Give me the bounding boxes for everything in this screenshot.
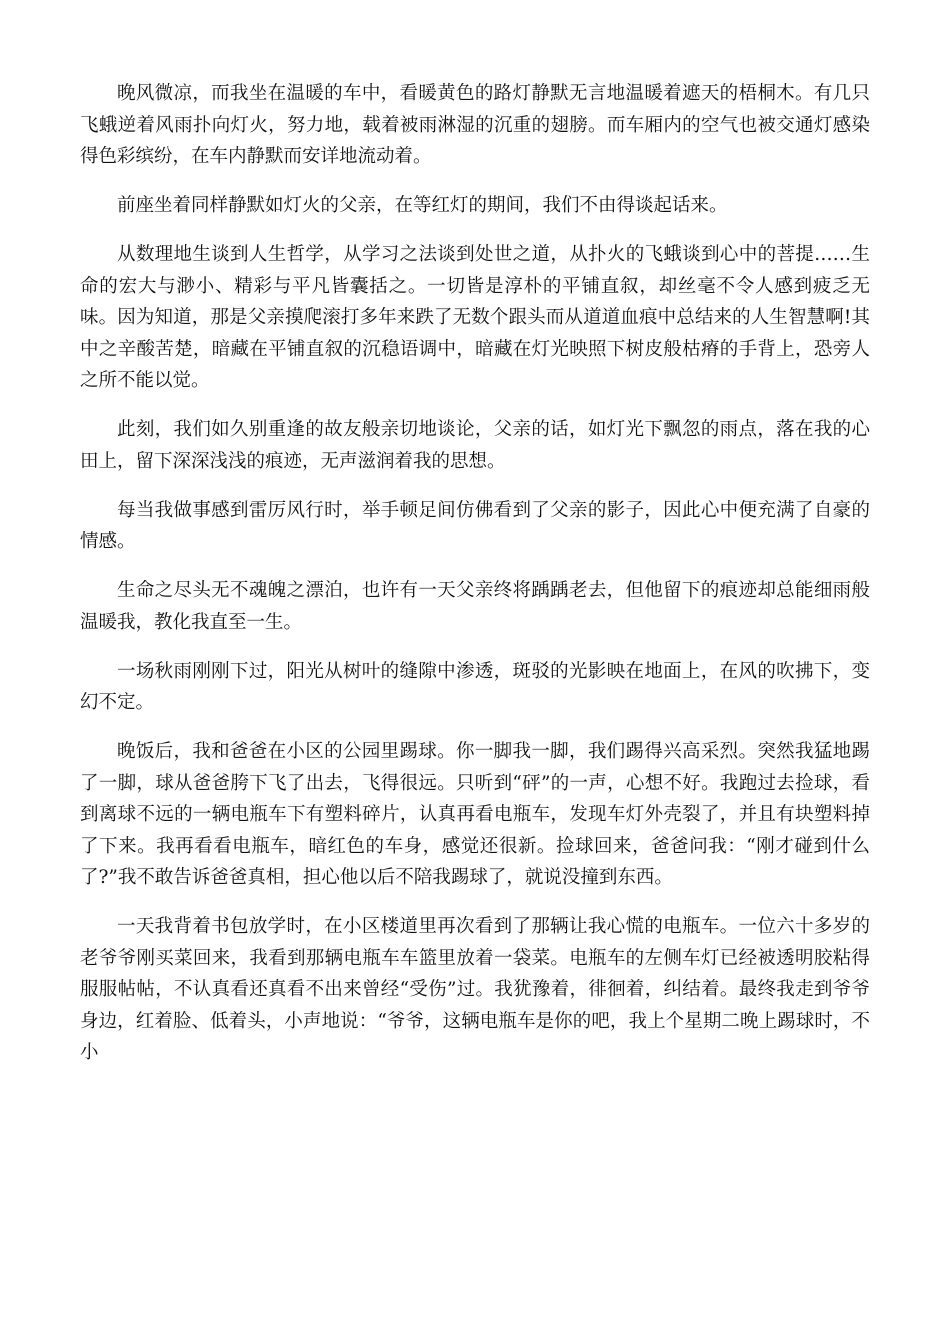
- paragraph: 一天我背着书包放学时，在小区楼道里再次看到了那辆让我心慌的电瓶车。一位六十多岁的老爷爷刚买菜回来，我看到那辆电瓶车车篮里放着一袋菜。电瓶车的左侧车灯已经被透明胶粘得服服帖帖，不认真看还真看不出来曾经“受伤”过。我犹豫着，徘徊着，纠结着。最终我走到爷爷身边，红着脸、低着头，小声地说：“爷爷，这辆电瓶车是你的吧，我上个星期二晚上踢球时，不小: [80, 916, 870, 1063]
- paragraph: 前座坐着同样静默如灯火的父亲，在等红灯的期间，我们不由得谈起话来。: [117, 195, 728, 216]
- paragraph: 晚饭后，我和爸爸在小区的公园里踢球。你一脚我一脚，我们踢得兴高采烈。突然我猛地踢了一脚，球从爸爸胯下飞了出去，飞得很远。只听到“砰”的一声，心想不好。我跑过去捡球，看到离球不远的一辆电瓶车下有塑料碎片，认真再看电瓶车，发现车灯外壳裂了，并且有块塑料掉了下来。我再看看电瓶车，暗红色的车身，感觉还很新。捡球回来，爸爸问我：“刚才碰到什么了?”我不敢告诉爸爸真相，担心他以后不陪我踢球了，就说没撞到东西。: [80, 741, 870, 888]
- document-page: [80, 78, 870, 1086]
- paragraph: 此刻，我们如久别重逢的故友般亲切地谈论，父亲的话，如灯光下飘忽的雨点，落在我的心田上，留下深深浅浅的痕迹，无声滋润着我的思想。: [80, 419, 870, 472]
- paragraph: 一场秋雨刚刚下过，阳光从树叶的缝隙中渗透，斑驳的光影映在地面上，在风的吹拂下，变幻不定。: [80, 660, 870, 713]
- paragraph: 每当我做事感到雷厉风行时，举手顿足间仿佛看到了父亲的影子，因此心中便充满了自豪的情感。: [80, 499, 870, 552]
- paragraph: 从数理地生谈到人生哲学，从学习之法谈到处世之道，从扑火的飞蛾谈到心中的菩提……生命的宏大与渺小、精彩与平凡皆囊括之。一切皆是淳朴的平铺直叙，却丝毫不令人感到疲乏无味。因为知道，那是父亲摸爬滚打多年来跌了无数个跟头而从道道血痕中总结来的人生智慧啊!其中之辛酸苦楚，暗藏在平铺直叙的沉稳语调中，暗藏在灯光映照下树皮般枯瘠的手背上，恐旁人之所不能以觉。: [80, 244, 870, 391]
- paragraph: 晚风微凉，而我坐在温暖的车中，看暖黄色的路灯静默无言地温暖着遮天的梧桐木。有几只飞蛾逆着风雨扑向灯火，努力地，载着被雨淋湿的沉重的翅膀。而车厢内的空气也被交通灯感染得色彩缤纷，在车内静默而安详地流动着。: [80, 83, 870, 167]
- paragraph: 生命之尽头无不魂魄之漂泊，也许有一天父亲终将踽踽老去，但他留下的痕迹却总能细雨般温暖我，教化我直至一生。: [80, 580, 870, 633]
